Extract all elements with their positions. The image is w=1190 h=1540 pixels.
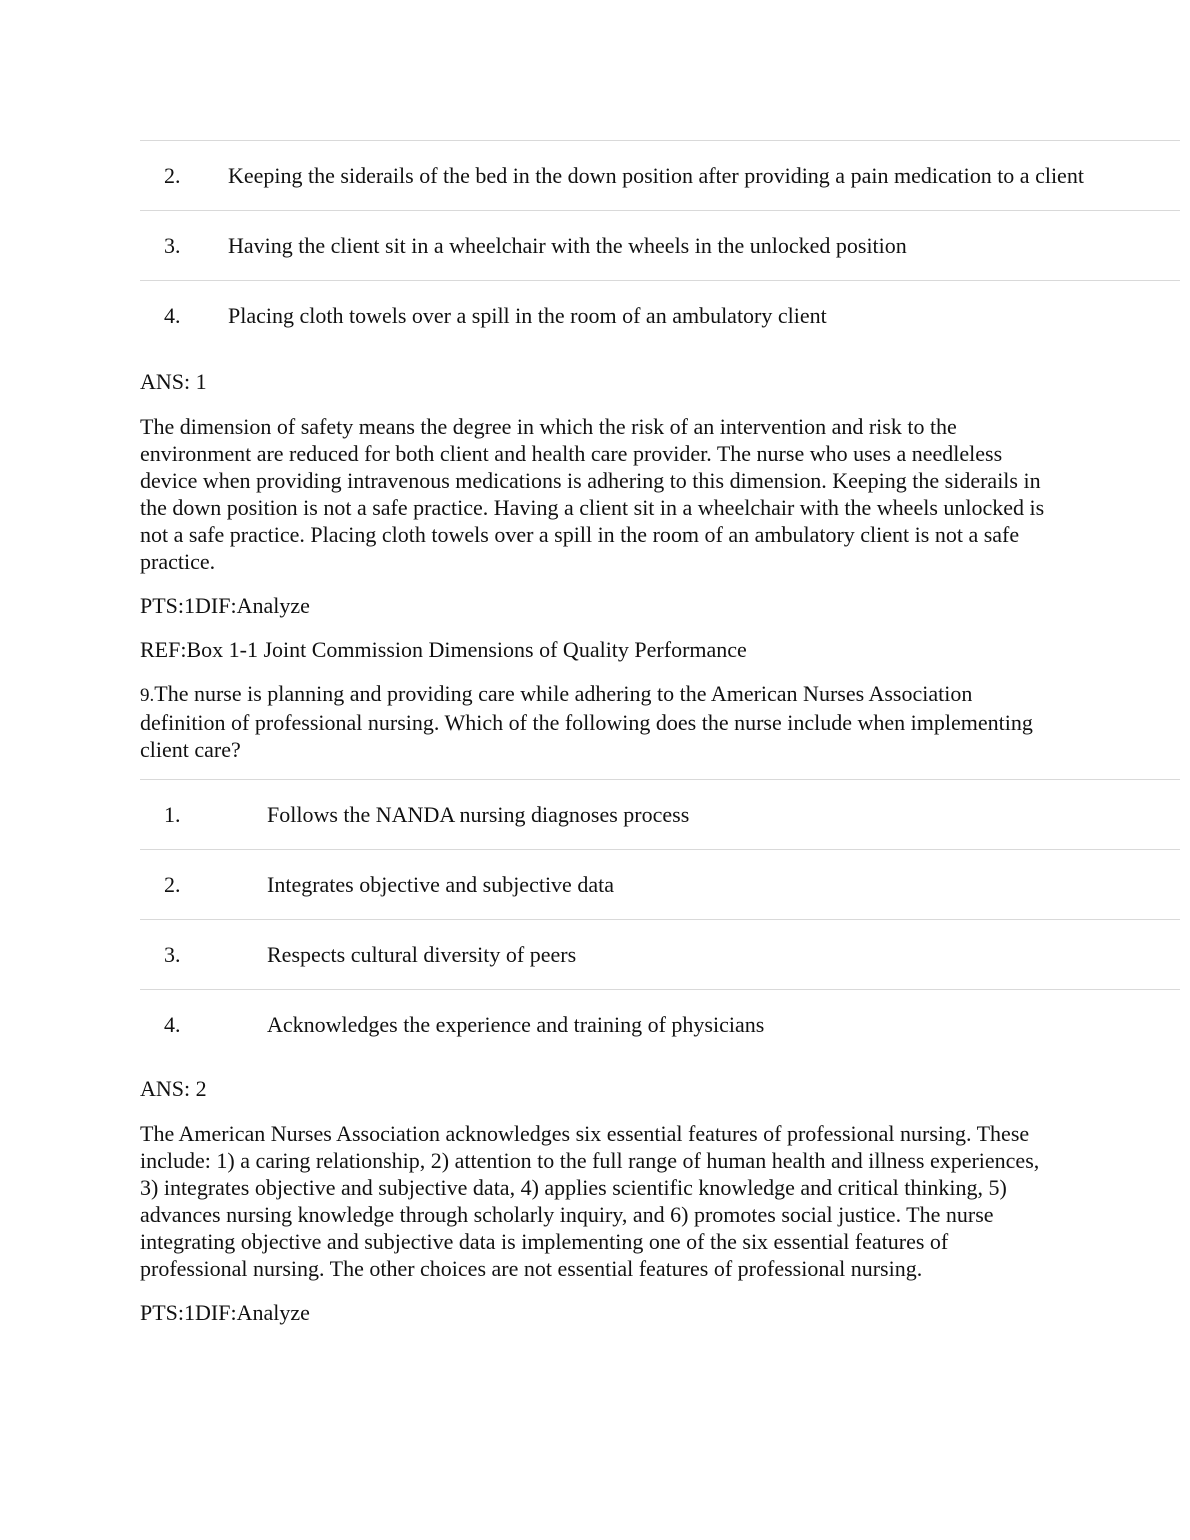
q9-pts-dif: PTS:1DIF:Analyze	[140, 1300, 310, 1325]
q8-option-text: Placing cloth towels over a spill in the room of an ambulatory client	[228, 302, 827, 328]
q9-stem-text: The nurse is planning and providing care while adhering to the American Nurses Association definition of professional nursing. Which of the following does the nurse include when implementing client care?	[140, 681, 1033, 762]
q9-option-number: 2.	[164, 871, 181, 897]
q8-option-row	[140, 210, 1180, 280]
q9-number: 9.	[140, 685, 155, 706]
q9-stem	[140, 680, 1040, 763]
q9-option-text: Respects cultural diversity of peers	[267, 941, 577, 967]
q8-options-table	[140, 140, 1180, 351]
q9-option-row	[140, 919, 1180, 989]
q8-pts-dif: PTS:1DIF:Analyze	[140, 593, 310, 618]
q8-option-number: 2.	[164, 162, 181, 188]
q8-rationale: The dimension of safety means the degree in which the risk of an intervention and risk to the environment are reduced for both client and health care provider. The nurse who uses a needleless device when providing intravenous medications is adhering to this dimension. Keeping the siderails in the down position is not a safe practice. Having a client sit in a wheelchair with the wheels unlocked is not a safe practice. Placing cloth towels over a spill in the room of an ambulatory client is not a safe practice.	[140, 414, 1045, 574]
document-page	[140, 140, 1180, 1326]
q9-options-table	[140, 779, 1180, 1059]
q8-option-row	[140, 280, 1180, 350]
q9-option-row	[140, 779, 1180, 849]
q8-option-text: Having the client sit in a wheelchair with the wheels in the unlocked position	[228, 232, 907, 258]
q8-reference: REF:Box 1-1 Joint Commission Dimensions of Quality Performance	[140, 637, 747, 662]
q9-option-number: 4.	[164, 1011, 181, 1037]
q9-option-text: Integrates objective and subjective data	[267, 871, 614, 897]
q8-answer: ANS: 1	[140, 369, 207, 394]
q8-option-row	[140, 140, 1180, 210]
q9-option-text: Follows the NANDA nursing diagnoses process	[267, 801, 690, 827]
q9-option-number: 1.	[164, 801, 181, 827]
q9-option-row	[140, 989, 1180, 1059]
q9-answer: ANS: 2	[140, 1076, 207, 1101]
q9-option-text: Acknowledges the experience and training of physicians	[267, 1011, 765, 1037]
q9-rationale: The American Nurses Association acknowledges six essential features of professional nursing. These include: 1) a caring relationship, 2) attention to the full range of human health and illness experiences, 3) integrates objective and subjective data, 4) applies scientific knowledge and critical thinking, 5) advances nursing knowledge through scholarly inquiry, and 6) promotes social justice. The nurse integrating objective and subjective data is implementing one of the six essential features of professional nursing. The other choices are not essential features of professional nursing.	[140, 1121, 1040, 1281]
q8-option-number: 4.	[164, 302, 181, 328]
q9-option-row	[140, 849, 1180, 919]
q8-option-text: Keeping the siderails of the bed in the down position after providing a pain medication to a client	[228, 162, 1084, 188]
q8-option-number: 3.	[164, 232, 181, 258]
q9-option-number: 3.	[164, 941, 181, 967]
